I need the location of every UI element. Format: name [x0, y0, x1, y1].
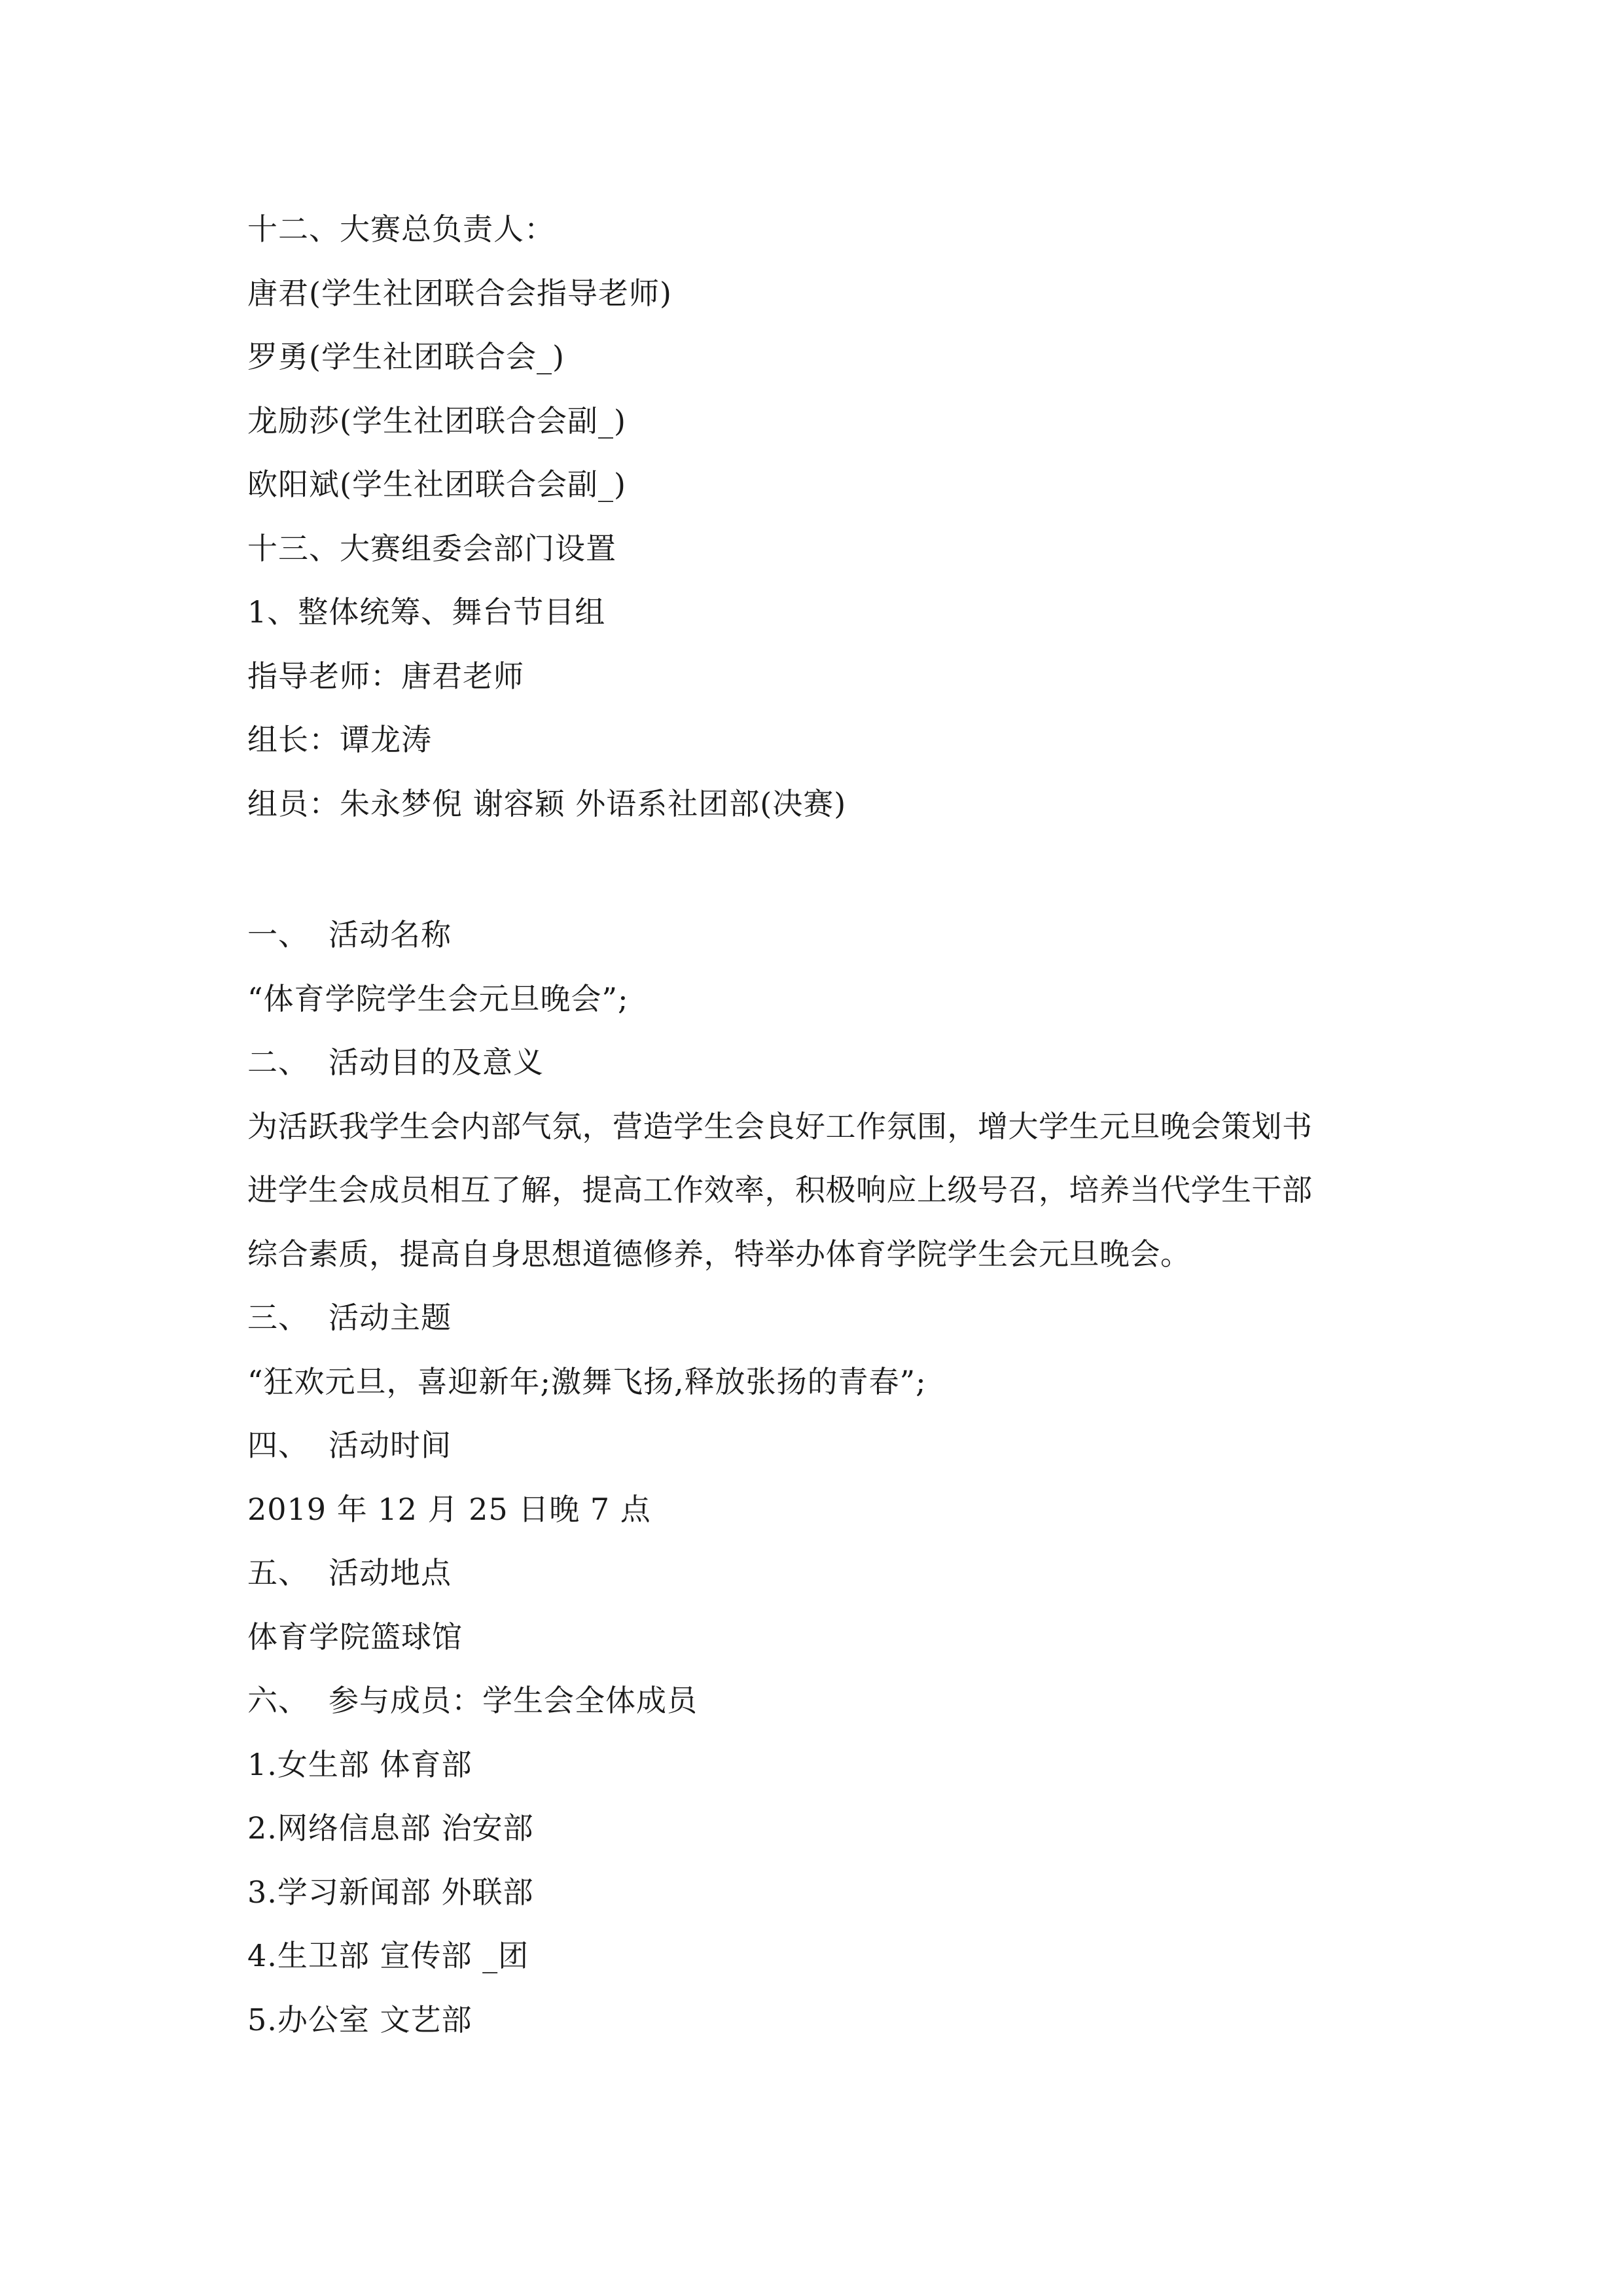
organizer-line: 唐君(学生社团联合会指导老师)	[247, 275, 672, 311]
activity-theme: “狂欢元旦，喜迎新年;激舞飞扬,释放张扬的青春”;	[247, 1363, 927, 1399]
member-group-line: 1.女生部 体育部	[247, 1746, 473, 1782]
heading-number: 六、	[247, 1683, 309, 1718]
heading-text: 活动主题	[329, 1300, 452, 1335]
heading-number: 五、	[247, 1555, 309, 1590]
member-group-line: 4.生卫部 宣传部 _团	[247, 1938, 529, 1973]
heading-number: 四、	[247, 1427, 309, 1463]
organizer-section	[247, 198, 1399, 836]
heading-activity-time	[247, 1414, 1399, 1478]
heading-text: 活动目的及意义	[329, 1045, 544, 1080]
heading-activity-name	[247, 903, 1399, 967]
activity-time: 2019 年 12 月 25 日晚 7 点	[247, 1491, 651, 1527]
activity-name: “体育学院学生会元旦晚会”;	[247, 980, 629, 1016]
purpose-line: 综合素质，提高自身思想道德修养，特举办体育学院学生会元旦晚会。	[247, 1236, 1191, 1272]
purpose-line: 为活跃我学生会内部气氛，营造学生会良好工作氛围，增大学生元旦晚会策划书	[247, 1108, 1313, 1144]
advisor-line: 指导老师：唐君老师	[247, 658, 524, 694]
department-line: 1、整体统筹、舞台节目组	[247, 594, 606, 630]
activity-plan-section	[247, 903, 1399, 2052]
member-group-line: 5.办公室 文艺部	[247, 2001, 473, 2037]
heading-number: 一、	[247, 917, 309, 952]
organizer-line: 龙励莎(学生社团联合会副_)	[247, 403, 626, 439]
heading-activity-theme	[247, 1286, 1399, 1350]
heading-text: 活动名称	[329, 917, 452, 952]
member-group-line: 3.学习新闻部 外联部	[247, 1874, 534, 1910]
heading-activity-place	[247, 1541, 1399, 1605]
member-group-line: 2.网络信息部 治安部	[247, 1810, 534, 1846]
activity-place: 体育学院篮球馆	[247, 1619, 463, 1655]
heading-participants	[247, 1669, 1399, 1733]
heading-text: 活动地点	[329, 1555, 452, 1590]
purpose-line: 进学生会成员相互了解，提高工作效率，积极响应上级号召，培养当代学生干部	[247, 1172, 1313, 1208]
heading-committee-departments: 十三、大赛组委会部门设置	[247, 530, 616, 566]
members-line: 组员：朱永梦倪 谢容颖 外语系社团部(决赛)	[247, 785, 847, 821]
leader-line: 组长：谭龙涛	[247, 722, 432, 757]
heading-text: 参与成员：学生会全体成员	[329, 1683, 698, 1718]
heading-chief-organizers: 十二、大赛总负责人：	[247, 211, 555, 247]
heading-number: 二、	[247, 1045, 309, 1080]
organizer-line: 欧阳斌(学生社团联合会副_)	[247, 467, 626, 502]
organizer-line: 罗勇(学生社团联合会_)	[247, 339, 565, 374]
heading-text: 活动时间	[329, 1427, 452, 1463]
heading-activity-purpose	[247, 1031, 1399, 1095]
heading-number: 三、	[247, 1300, 309, 1335]
